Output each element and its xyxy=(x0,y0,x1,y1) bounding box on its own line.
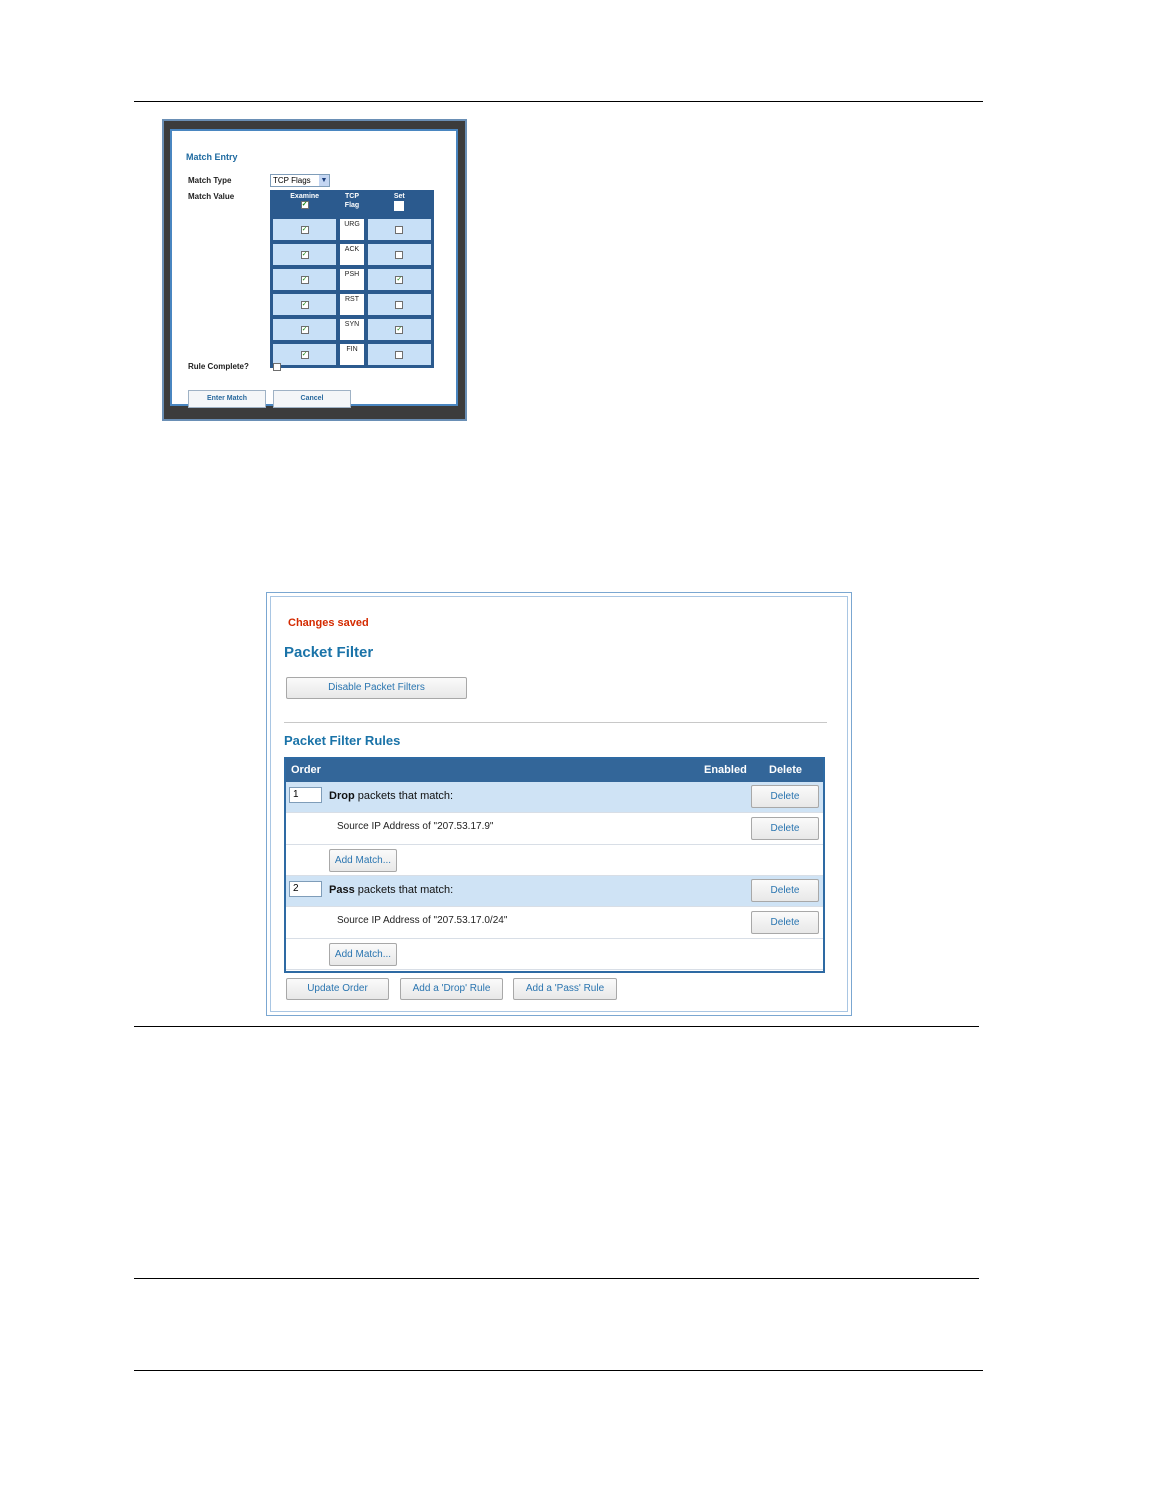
page-rule-lower xyxy=(134,1278,979,1279)
match-type-label: Match Type xyxy=(188,176,232,185)
examine-checkbox[interactable] xyxy=(301,326,309,334)
set-cell xyxy=(367,218,432,241)
delete-rule-button[interactable]: Delete xyxy=(751,879,819,902)
flag-name: ACK xyxy=(339,243,364,266)
add-match-row xyxy=(286,845,823,876)
flag-row xyxy=(272,293,432,316)
match-description: Source IP Address of "207.53.17.9" xyxy=(337,821,494,832)
match-type-select[interactable] xyxy=(270,174,330,187)
packet-filter-inner xyxy=(270,596,848,1012)
rule-complete-label: Rule Complete? xyxy=(188,362,249,371)
order-input[interactable]: 1 xyxy=(289,787,322,803)
enabled-column-header: Enabled xyxy=(704,764,747,776)
tcp-flag-header-label-1: TCP xyxy=(344,193,359,200)
set-header-label: Set xyxy=(393,193,405,200)
delete-column-header: Delete xyxy=(769,764,803,776)
examine-cell xyxy=(272,243,337,266)
rules-table-header xyxy=(286,759,823,782)
status-message: Changes saved xyxy=(288,617,369,629)
flag-name: PSH xyxy=(339,268,364,291)
rule-description-text: packets that match: xyxy=(354,790,454,802)
page-rule-top xyxy=(134,101,983,102)
match-type-value: TCP Flags xyxy=(273,176,311,185)
examine-checkbox[interactable] xyxy=(301,351,309,359)
set-header xyxy=(367,192,432,216)
examine-checkbox[interactable] xyxy=(301,226,309,234)
match-entry-title: Match Entry xyxy=(186,152,238,162)
order-input[interactable]: 2 xyxy=(289,881,322,897)
update-order-button[interactable]: Update Order xyxy=(286,978,389,1000)
set-all-checkbox[interactable] xyxy=(394,201,404,211)
flag-name: FIN xyxy=(339,343,364,366)
section-divider xyxy=(284,722,827,723)
delete-match-button[interactable]: Delete xyxy=(751,911,819,934)
examine-cell xyxy=(272,268,337,291)
page-rule-mid xyxy=(134,1026,979,1027)
set-cell xyxy=(367,318,432,341)
set-checkbox[interactable] xyxy=(395,251,403,259)
packet-filter-panel xyxy=(266,592,852,1016)
chevron-down-icon[interactable]: ▼ xyxy=(320,177,328,184)
page-title: Packet Filter xyxy=(284,644,374,661)
match-entry-dialog xyxy=(162,119,467,421)
examine-header xyxy=(272,192,337,216)
flag-row xyxy=(272,243,432,266)
rules-table xyxy=(284,757,825,973)
rule-description-text: packets that match: xyxy=(354,884,454,896)
order-column-header: Order xyxy=(291,764,321,776)
add-pass-rule-button[interactable]: Add a 'Pass' Rule xyxy=(513,978,617,1000)
examine-cell xyxy=(272,318,337,341)
set-checkbox[interactable] xyxy=(395,351,403,359)
examine-all-checkbox[interactable] xyxy=(301,201,309,209)
rule-description xyxy=(329,790,453,802)
rule-row xyxy=(286,876,823,907)
examine-cell xyxy=(272,218,337,241)
set-checkbox[interactable] xyxy=(395,276,403,284)
examine-cell xyxy=(272,293,337,316)
tcp-flag-table xyxy=(270,190,434,368)
rule-row xyxy=(286,782,823,813)
flag-name: RST xyxy=(339,293,364,316)
match-description: Source IP Address of "207.53.17.0/24" xyxy=(337,915,508,926)
rule-complete-checkbox[interactable] xyxy=(273,363,281,371)
enter-match-button[interactable]: Enter Match xyxy=(188,390,266,408)
set-cell xyxy=(367,343,432,366)
rules-section-title: Packet Filter Rules xyxy=(284,733,401,748)
examine-header-label: Examine xyxy=(290,193,320,200)
add-match-button[interactable]: Add Match... xyxy=(329,943,397,966)
disable-packet-filters-button[interactable]: Disable Packet Filters xyxy=(286,677,467,699)
flag-name: SYN xyxy=(339,318,364,341)
match-row xyxy=(286,907,823,939)
flag-row xyxy=(272,343,432,366)
set-checkbox[interactable] xyxy=(395,301,403,309)
tcp-flag-header xyxy=(339,192,364,216)
rule-action: Drop xyxy=(329,790,355,802)
tcp-flag-header-label-2: Flag xyxy=(344,202,360,209)
add-match-row xyxy=(286,939,823,970)
set-cell xyxy=(367,268,432,291)
flag-name: URG xyxy=(339,218,364,241)
delete-match-button[interactable]: Delete xyxy=(751,817,819,840)
set-checkbox[interactable] xyxy=(395,326,403,334)
delete-rule-button[interactable]: Delete xyxy=(751,785,819,808)
set-cell xyxy=(367,243,432,266)
flag-row xyxy=(272,218,432,241)
set-cell xyxy=(367,293,432,316)
examine-checkbox[interactable] xyxy=(301,251,309,259)
match-value-label: Match Value xyxy=(188,192,235,201)
page-rule-bottom xyxy=(134,1370,983,1371)
cancel-button[interactable]: Cancel xyxy=(273,390,351,408)
examine-checkbox[interactable] xyxy=(301,276,309,284)
add-match-button[interactable]: Add Match... xyxy=(329,849,397,872)
rule-description xyxy=(329,884,453,896)
set-checkbox[interactable] xyxy=(395,226,403,234)
examine-checkbox[interactable] xyxy=(301,301,309,309)
match-row xyxy=(286,813,823,845)
match-entry-panel xyxy=(170,129,458,406)
add-drop-rule-button[interactable]: Add a 'Drop' Rule xyxy=(400,978,503,1000)
flag-row xyxy=(272,268,432,291)
examine-cell xyxy=(272,343,337,366)
flag-row xyxy=(272,318,432,341)
rule-action: Pass xyxy=(329,884,355,896)
